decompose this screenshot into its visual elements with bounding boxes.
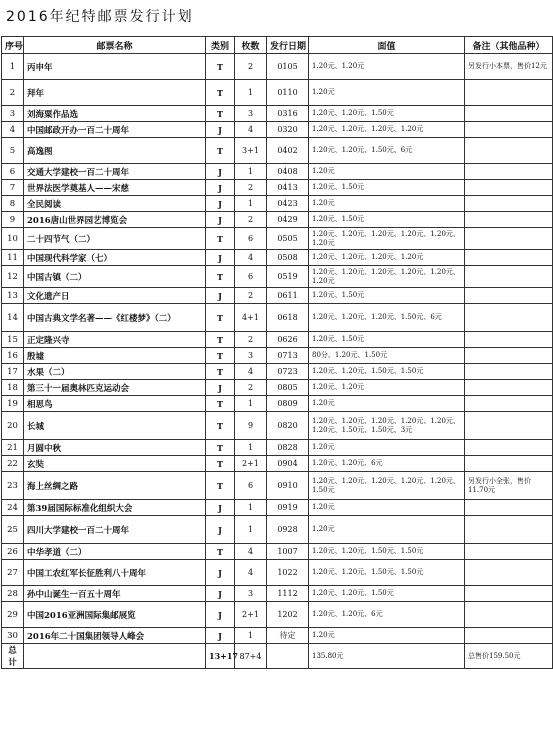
table-row xyxy=(2,54,553,80)
row-note xyxy=(465,516,553,544)
row-date: 0611 xyxy=(267,288,309,304)
row-face-value: 1.20元 xyxy=(309,628,465,644)
table-row xyxy=(2,348,553,364)
row-note xyxy=(465,602,553,628)
row-name: 第39届国际标准化组织大会 xyxy=(24,500,206,516)
table-row xyxy=(2,250,553,266)
row-count: 1 xyxy=(235,164,267,180)
header-date: 发行日期 xyxy=(267,37,309,54)
row-type: T xyxy=(206,364,235,380)
row-face-value: 1.20元 xyxy=(309,196,465,212)
row-no: 18 xyxy=(2,380,24,396)
row-type: T xyxy=(206,412,235,440)
row-name: 世界法医学奠基人——宋慈 xyxy=(24,180,206,196)
row-no: 9 xyxy=(2,212,24,228)
row-no: 16 xyxy=(2,348,24,364)
row-note xyxy=(465,122,553,138)
row-face-value: 1.20元 xyxy=(309,80,465,106)
row-no: 25 xyxy=(2,516,24,544)
row-name: 第三十一届奥林匹克运动会 xyxy=(24,380,206,396)
row-name: 文化遗产日 xyxy=(24,288,206,304)
table-row xyxy=(2,80,553,106)
table-body xyxy=(2,54,553,644)
total-count: 87+4 xyxy=(235,644,267,669)
total-label: 总计 xyxy=(2,644,24,669)
row-count: 3 xyxy=(235,348,267,364)
row-face-value: 1.20元、1.20元 xyxy=(309,380,465,396)
row-count: 3+1 xyxy=(235,138,267,164)
row-type: J xyxy=(206,628,235,644)
table-row xyxy=(2,440,553,456)
row-count: 1 xyxy=(235,628,267,644)
row-face-value: 1.20元 xyxy=(309,440,465,456)
row-type: T xyxy=(206,80,235,106)
row-type: T xyxy=(206,332,235,348)
row-note xyxy=(465,304,553,332)
row-date: 0618 xyxy=(267,304,309,332)
row-type: T xyxy=(206,456,235,472)
row-note xyxy=(465,138,553,164)
row-type: J xyxy=(206,288,235,304)
row-name: 中国现代科学家（七） xyxy=(24,250,206,266)
row-name: 长城 xyxy=(24,412,206,440)
row-count: 3 xyxy=(235,106,267,122)
row-name: 高逸图 xyxy=(24,138,206,164)
row-type: J xyxy=(206,212,235,228)
row-face-value: 1.20元、1.20元、1.50元、1.50元 xyxy=(309,560,465,586)
table-row xyxy=(2,106,553,122)
row-count: 2+1 xyxy=(235,456,267,472)
stamp-issue-table xyxy=(1,36,553,669)
row-type: J xyxy=(206,164,235,180)
row-date: 待定 xyxy=(267,628,309,644)
total-type: 13+17 xyxy=(206,644,235,669)
row-type: T xyxy=(206,54,235,80)
table-row xyxy=(2,122,553,138)
row-no: 15 xyxy=(2,332,24,348)
row-note xyxy=(465,250,553,266)
row-no: 13 xyxy=(2,288,24,304)
row-name: 交通大学建校一百二十周年 xyxy=(24,164,206,180)
row-count: 6 xyxy=(235,266,267,288)
total-note: 总售价159.50元 xyxy=(465,644,553,669)
row-count: 4 xyxy=(235,544,267,560)
table-row xyxy=(2,304,553,332)
header-face-value: 面值 xyxy=(309,37,465,54)
row-date: 0423 xyxy=(267,196,309,212)
row-type: T xyxy=(206,348,235,364)
row-no: 11 xyxy=(2,250,24,266)
header-no: 序号 xyxy=(2,37,24,54)
row-name: 中华孝道（二） xyxy=(24,544,206,560)
row-count: 1 xyxy=(235,80,267,106)
row-name: 刘海粟作品选 xyxy=(24,106,206,122)
row-type: J xyxy=(206,180,235,196)
row-date: 0413 xyxy=(267,180,309,196)
row-type: T xyxy=(206,472,235,500)
row-note xyxy=(465,266,553,288)
row-note xyxy=(465,164,553,180)
header-type: 类别 xyxy=(206,37,235,54)
table-row xyxy=(2,164,553,180)
row-type: T xyxy=(206,396,235,412)
row-face-value: 1.20元 xyxy=(309,516,465,544)
row-no: 28 xyxy=(2,586,24,602)
row-face-value: 1.20元、1.20元、1.50元 xyxy=(309,586,465,602)
row-name: 2016年二十国集团领导人峰会 xyxy=(24,628,206,644)
row-name: 月圆中秋 xyxy=(24,440,206,456)
row-count: 4 xyxy=(235,250,267,266)
row-note xyxy=(465,456,553,472)
row-no: 17 xyxy=(2,364,24,380)
table-header-row xyxy=(2,37,553,54)
row-face-value: 1.20元、1.20元 xyxy=(309,54,465,80)
row-name: 殷墟 xyxy=(24,348,206,364)
row-no: 12 xyxy=(2,266,24,288)
row-no: 29 xyxy=(2,602,24,628)
table-row xyxy=(2,138,553,164)
row-date: 0919 xyxy=(267,500,309,516)
row-no: 19 xyxy=(2,396,24,412)
row-no: 24 xyxy=(2,500,24,516)
row-note xyxy=(465,396,553,412)
table-row xyxy=(2,472,553,500)
row-type: J xyxy=(206,122,235,138)
table-row xyxy=(2,266,553,288)
row-name: 海上丝绸之路 xyxy=(24,472,206,500)
row-name: 中国古典文学名著——《红楼梦》（二） xyxy=(24,304,206,332)
row-name: 玄奘 xyxy=(24,456,206,472)
table-row xyxy=(2,196,553,212)
row-face-value: 1.20元、1.50元 xyxy=(309,180,465,196)
row-type: J xyxy=(206,380,235,396)
row-note xyxy=(465,412,553,440)
row-face-value: 1.20元、1.50元 xyxy=(309,212,465,228)
row-date: 1202 xyxy=(267,602,309,628)
row-note xyxy=(465,380,553,396)
row-count: 1 xyxy=(235,500,267,516)
row-note xyxy=(465,196,553,212)
page-title: 2016年纪特邮票发行计划 xyxy=(6,9,194,25)
table-row xyxy=(2,500,553,516)
row-face-value: 1.20元、1.20元、1.20元、1.50元、6元 xyxy=(309,304,465,332)
table-row xyxy=(2,586,553,602)
row-note xyxy=(465,348,553,364)
table-row xyxy=(2,396,553,412)
row-count: 9 xyxy=(235,412,267,440)
row-date: 0723 xyxy=(267,364,309,380)
row-no: 3 xyxy=(2,106,24,122)
row-no: 5 xyxy=(2,138,24,164)
row-type: T xyxy=(206,228,235,250)
row-note xyxy=(465,288,553,304)
row-face-value: 1.20元、1.50元 xyxy=(309,288,465,304)
row-type: T xyxy=(206,304,235,332)
row-date: 0505 xyxy=(267,228,309,250)
row-type: T xyxy=(206,440,235,456)
row-date: 0402 xyxy=(267,138,309,164)
header-note: 备注（其他品种） xyxy=(465,37,553,54)
row-name: 相思鸟 xyxy=(24,396,206,412)
row-name: 全民阅读 xyxy=(24,196,206,212)
row-name: 二十四节气（二） xyxy=(24,228,206,250)
row-type: T xyxy=(206,138,235,164)
row-count: 2 xyxy=(235,54,267,80)
row-no: 23 xyxy=(2,472,24,500)
table-row xyxy=(2,288,553,304)
row-no: 22 xyxy=(2,456,24,472)
row-no: 14 xyxy=(2,304,24,332)
row-date: 0320 xyxy=(267,122,309,138)
row-note xyxy=(465,80,553,106)
table-row xyxy=(2,516,553,544)
row-date: 0105 xyxy=(267,54,309,80)
row-no: 8 xyxy=(2,196,24,212)
row-date: 0809 xyxy=(267,396,309,412)
row-name: 2016唐山世界园艺博览会 xyxy=(24,212,206,228)
row-note xyxy=(465,228,553,250)
row-type: T xyxy=(206,544,235,560)
total-date xyxy=(267,644,309,669)
row-no: 30 xyxy=(2,628,24,644)
row-count: 6 xyxy=(235,228,267,250)
row-face-value: 1.20元、1.20元、6元 xyxy=(309,456,465,472)
row-name: 四川大学建校一百二十周年 xyxy=(24,516,206,544)
row-name: 孙中山诞生一百五十周年 xyxy=(24,586,206,602)
row-type: J xyxy=(206,250,235,266)
row-date: 0828 xyxy=(267,440,309,456)
row-count: 2 xyxy=(235,180,267,196)
row-no: 10 xyxy=(2,228,24,250)
row-count: 1 xyxy=(235,396,267,412)
row-note xyxy=(465,332,553,348)
row-type: J xyxy=(206,560,235,586)
row-type: J xyxy=(206,586,235,602)
row-face-value: 1.20元、1.20元、1.50元、1.50元 xyxy=(309,364,465,380)
header-count: 枚数 xyxy=(235,37,267,54)
row-date: 0408 xyxy=(267,164,309,180)
row-count: 6 xyxy=(235,472,267,500)
row-count: 2 xyxy=(235,288,267,304)
row-count: 2 xyxy=(235,332,267,348)
row-face-value: 1.20元、1.20元、1.20元、1.20元 xyxy=(309,250,465,266)
row-date: 0713 xyxy=(267,348,309,364)
row-face-value: 1.20元、1.20元、1.50元 xyxy=(309,106,465,122)
row-face-value: 1.20元、1.20元、1.20元、1.20元、1.20元、1.20元、1.50元、1.50元、3元 xyxy=(309,412,465,440)
row-note xyxy=(465,586,553,602)
row-date: 1022 xyxy=(267,560,309,586)
row-type: T xyxy=(206,266,235,288)
row-type: J xyxy=(206,516,235,544)
row-face-value: 1.20元、1.20元、1.50元、1.50元 xyxy=(309,544,465,560)
row-count: 2+1 xyxy=(235,602,267,628)
total-name-cell xyxy=(24,644,206,669)
row-count: 2 xyxy=(235,212,267,228)
row-name: 中国古镇（二） xyxy=(24,266,206,288)
row-date: 0904 xyxy=(267,456,309,472)
row-name: 拜年 xyxy=(24,80,206,106)
row-count: 4 xyxy=(235,122,267,138)
row-face-value: 80分、1.20元、1.50元 xyxy=(309,348,465,364)
row-note xyxy=(465,544,553,560)
row-no: 1 xyxy=(2,54,24,80)
row-count: 1 xyxy=(235,440,267,456)
row-note xyxy=(465,560,553,586)
header-name: 邮票名称 xyxy=(24,37,206,54)
row-date: 1007 xyxy=(267,544,309,560)
table-row xyxy=(2,364,553,380)
table-row xyxy=(2,602,553,628)
row-no: 26 xyxy=(2,544,24,560)
table-row xyxy=(2,628,553,644)
row-no: 6 xyxy=(2,164,24,180)
row-date: 0519 xyxy=(267,266,309,288)
row-face-value: 1.20元 xyxy=(309,396,465,412)
row-count: 1 xyxy=(235,196,267,212)
row-date: 0805 xyxy=(267,380,309,396)
table-row xyxy=(2,544,553,560)
row-name: 中国邮政开办一百二十周年 xyxy=(24,122,206,138)
row-no: 21 xyxy=(2,440,24,456)
table-row xyxy=(2,212,553,228)
row-type: J xyxy=(206,500,235,516)
row-date: 0626 xyxy=(267,332,309,348)
row-count: 3 xyxy=(235,586,267,602)
table-row xyxy=(2,180,553,196)
row-count: 1 xyxy=(235,516,267,544)
row-no: 7 xyxy=(2,180,24,196)
row-face-value: 1.20元、1.20元、1.50元、6元 xyxy=(309,138,465,164)
row-name: 正定隆兴寺 xyxy=(24,332,206,348)
row-date: 0910 xyxy=(267,472,309,500)
row-face-value: 1.20元 xyxy=(309,164,465,180)
row-note: 另发行小全张，售价11.70元 xyxy=(465,472,553,500)
row-name: 丙申年 xyxy=(24,54,206,80)
row-note: 另发行小本票，售价12元 xyxy=(465,54,553,80)
row-count: 4+1 xyxy=(235,304,267,332)
row-face-value: 1.20元、1.20元、1.20元、1.20元 xyxy=(309,122,465,138)
row-date: 0820 xyxy=(267,412,309,440)
row-face-value: 1.20元、1.50元 xyxy=(309,332,465,348)
row-no: 27 xyxy=(2,560,24,586)
row-face-value: 1.20元、1.20元、1.20元、1.20元、1.20元、1.50元 xyxy=(309,472,465,500)
row-date: 0429 xyxy=(267,212,309,228)
row-count: 4 xyxy=(235,364,267,380)
row-face-value: 1.20元、1.20元、1.20元、1.20元、1.20元、1.20元 xyxy=(309,228,465,250)
row-face-value: 1.20元、1.20元、1.20元、1.20元、1.20元、1.20元 xyxy=(309,266,465,288)
row-no: 2 xyxy=(2,80,24,106)
row-type: J xyxy=(206,196,235,212)
row-name: 水果（二） xyxy=(24,364,206,380)
table-row xyxy=(2,456,553,472)
row-face-value: 1.20元、1.20元、6元 xyxy=(309,602,465,628)
row-no: 20 xyxy=(2,412,24,440)
row-date: 1112 xyxy=(267,586,309,602)
table-row xyxy=(2,380,553,396)
row-note xyxy=(465,180,553,196)
row-name: 中国2016亚洲国际集邮展览 xyxy=(24,602,206,628)
row-type: J xyxy=(206,602,235,628)
table-row xyxy=(2,332,553,348)
row-no: 4 xyxy=(2,122,24,138)
row-type: T xyxy=(206,106,235,122)
row-date: 0316 xyxy=(267,106,309,122)
row-count: 4 xyxy=(235,560,267,586)
row-note xyxy=(465,364,553,380)
table-row xyxy=(2,228,553,250)
row-date: 0110 xyxy=(267,80,309,106)
row-count: 2 xyxy=(235,380,267,396)
total-face-value: 135.80元 xyxy=(309,644,465,669)
row-note xyxy=(465,440,553,456)
row-date: 0928 xyxy=(267,516,309,544)
total-row xyxy=(2,644,553,669)
row-date: 0508 xyxy=(267,250,309,266)
row-face-value: 1.20元 xyxy=(309,500,465,516)
row-name: 中国工农红军长征胜利八十周年 xyxy=(24,560,206,586)
table-row xyxy=(2,560,553,586)
row-note xyxy=(465,106,553,122)
row-note xyxy=(465,212,553,228)
row-note xyxy=(465,500,553,516)
table-row xyxy=(2,412,553,440)
row-note xyxy=(465,628,553,644)
